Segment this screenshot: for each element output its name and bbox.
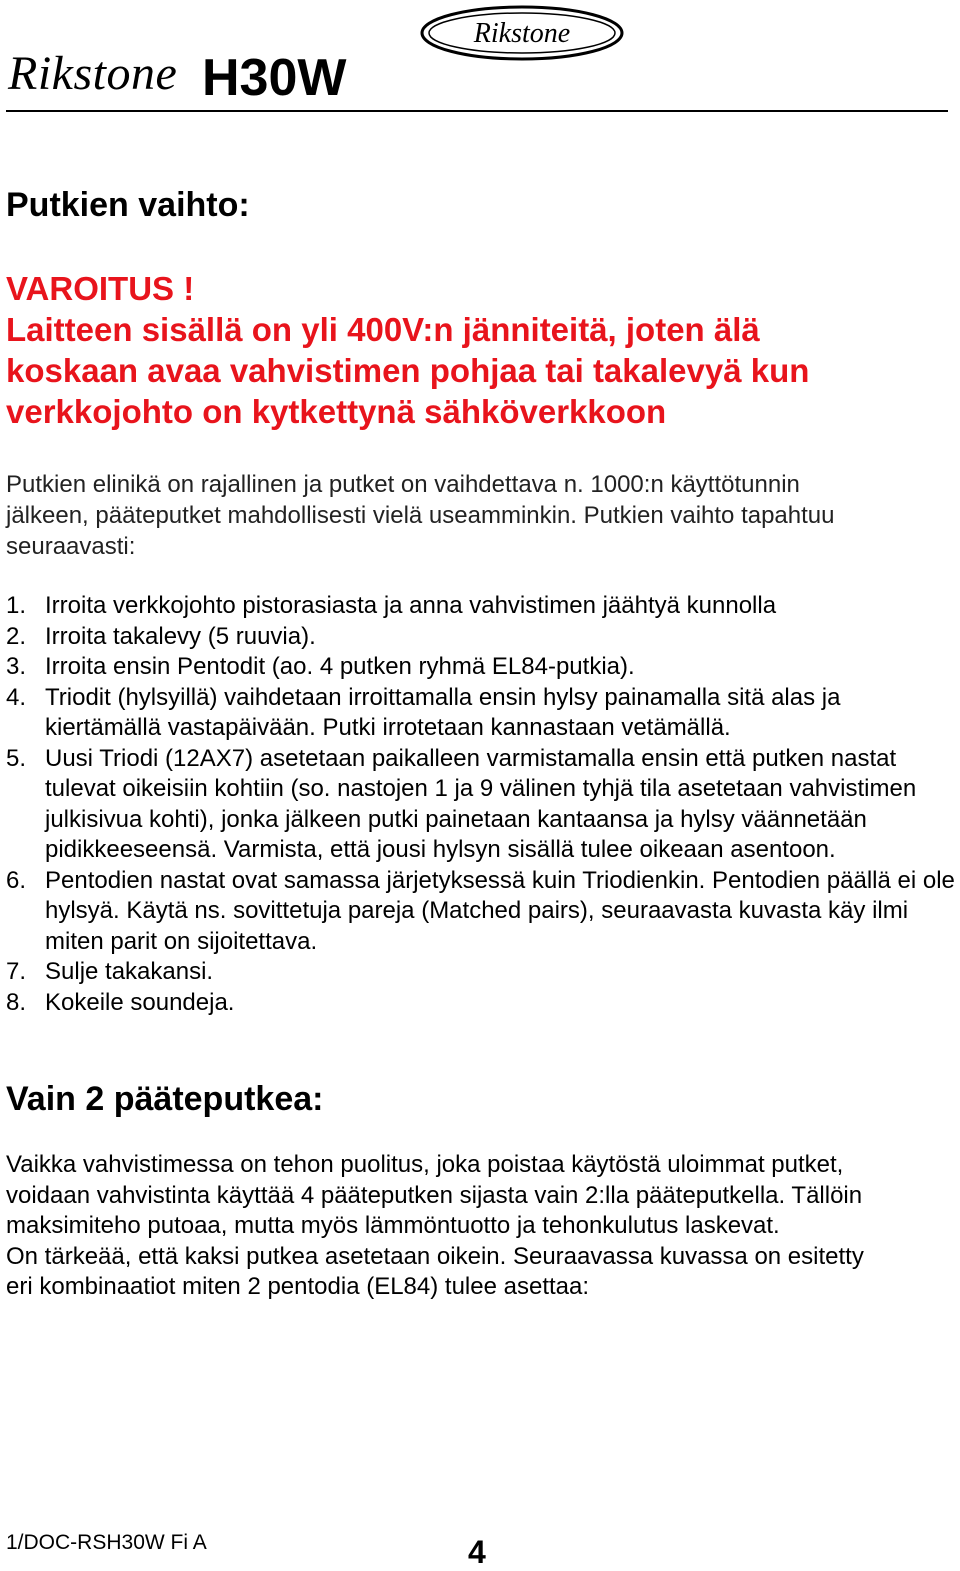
section-title-tube-replacement: Putkien vaihto: (6, 186, 250, 224)
warning-line: koskaan avaa vahvistimen pohjaa tai takalevyä kun (6, 352, 810, 389)
intro-line: jälkeen, pääteputket mahdollisesti vielä useamminkin. Putkien vaihto tapahtuu (6, 502, 835, 529)
list-item (6, 744, 960, 866)
step-text: Irroita ensin Pentodit (ao. 4 putken ryhmä EL84-putkia). (45, 653, 635, 680)
paragraph-line: On tärkeää, että kaksi putkea asetetaan oikein. Seuraavassa kuvassa on esitetty (6, 1242, 864, 1270)
step-number: 3. (6, 653, 27, 680)
intro-line: seuraavasti: (6, 533, 136, 560)
warning-line: Laitteen sisällä on yli 400V:n jänniteitä, joten älä (6, 311, 760, 348)
step-number: 1. (6, 592, 27, 619)
section-title-two-power-tubes: Vain 2 pääteputkea: (6, 1080, 324, 1118)
warning-block (6, 268, 956, 432)
logo-badge-text: Rikstone (473, 18, 571, 49)
step-text: Pentodien nastat ovat samassa järjetyksessä kuin Triodienkin. Pentodien päällä ei ole hylsyä. Käytä ns. sovittetuja pareja (Matched pairs), seuraavasta kuvasta käy ilmi miten parit on sijoitettava. (45, 866, 955, 955)
step-number: 8. (6, 988, 27, 1016)
brand-logo-badge (420, 4, 624, 62)
list-item (6, 866, 960, 958)
step-text: Uusi Triodi (12AX7) asetetaan paikalleen varmistamalla ensin että putken nastat tulevat oikeisiin kohtiin (so. nastojen 1 ja 9 välinen tyhjä tila asetetaan vahvistimen julkisivua kohti), jonka jälkeen putki painetaan kantaansa ja hylsy väännetään pidikkeeseensä. Varmista, että jousi hylsyn sisällä tulee oikeaan asentoon. (45, 744, 917, 863)
list-item (6, 622, 960, 653)
intro-line: Putkien elinikä on rajallinen ja putket on vaihdettava n. 1000:n käyttötunnin (6, 471, 800, 498)
list-item (6, 591, 960, 622)
step-number: 4. (6, 683, 27, 711)
step-text: Triodit (hylsyillä) vaihdetaan irroittamalla ensin hylsy painamalla sitä alas ja kiertämällä vastapäivään. Putki irrotetaan kannastaan vetämällä. (45, 683, 841, 741)
step-text: Irroita takalevy (5 ruuvia). (45, 622, 316, 650)
step-number: 6. (6, 866, 27, 894)
list-item (6, 683, 960, 744)
step-number: 2. (6, 622, 27, 650)
step-number: 5. (6, 744, 27, 772)
brand-logo-text: Rikstone (8, 47, 178, 100)
warning-line: VAROITUS ! (6, 270, 195, 307)
document-code: 1/DOC-RSH30W Fi A (6, 1531, 207, 1554)
header-divider (6, 110, 948, 112)
warning-line: verkkojohto on kytkettynä sähköverkkoon (6, 393, 667, 430)
list-item (6, 988, 960, 1019)
page-number: 4 (468, 1534, 486, 1570)
steps-list (6, 591, 960, 1018)
intro-paragraph (6, 469, 956, 562)
step-text: Kokeile soundeja. (45, 988, 235, 1016)
paragraph-line: voidaan vahvistinta käyttää 4 pääteputken sijasta vain 2:lla pääteputkella. Tällöin (6, 1181, 863, 1209)
step-number: 7. (6, 958, 27, 985)
list-item (6, 957, 960, 988)
step-text: Sulje takakansi. (45, 958, 214, 985)
paragraph-line: maksimiteho putoaa, mutta myös lämmöntuotto ja tehonkulutus laskevat. (6, 1212, 780, 1239)
paragraph-line: Vaikka vahvistimessa on tehon puolitus, joka poistaa käytöstä uloimmat putket, (6, 1151, 844, 1178)
model-name: H30W (202, 49, 347, 107)
logo-ellipse (420, 4, 624, 62)
paragraph-line: eri kombinaatiot miten 2 pentodia (EL84) tulee asettaa: (6, 1273, 590, 1300)
list-item (6, 652, 960, 683)
step-text: Irroita verkkojohto pistorasiasta ja anna vahvistimen jäähtyä kunnolla (45, 592, 777, 619)
two-tubes-paragraph (6, 1150, 956, 1303)
